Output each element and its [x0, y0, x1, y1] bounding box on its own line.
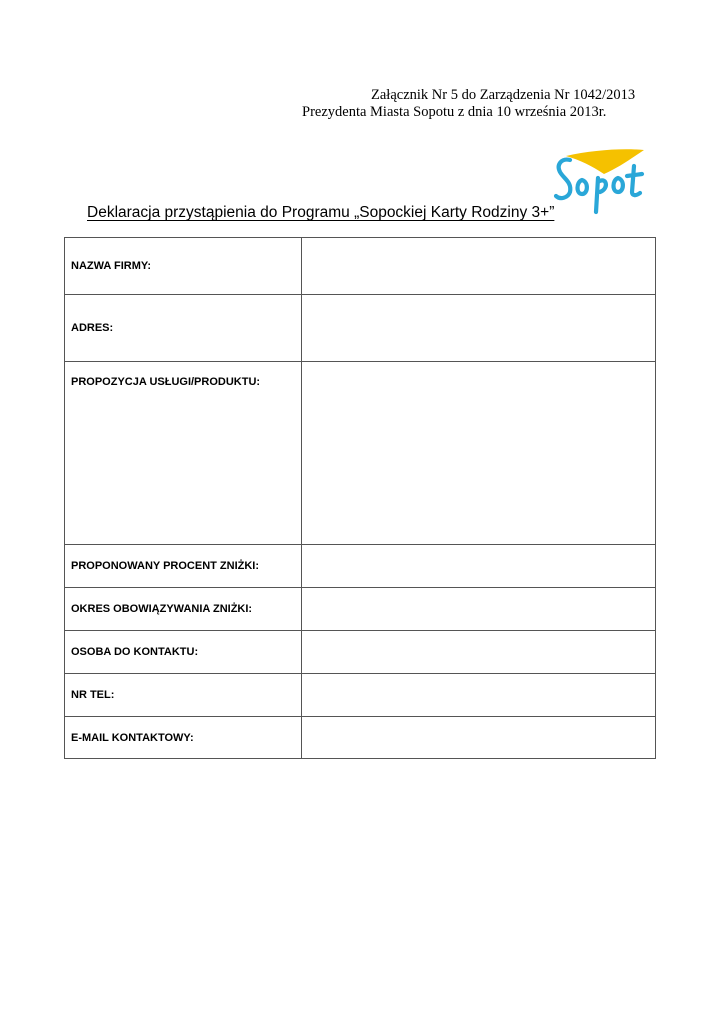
- form-row-address: [65, 295, 656, 362]
- form-row-offer: [65, 362, 656, 545]
- address-label: ADRES:: [65, 295, 302, 362]
- declaration-form-table: [64, 237, 656, 759]
- form-row-discount-percent: [65, 545, 656, 588]
- sopot-logo-letter-o2: [614, 178, 623, 192]
- form-row-company-name: [65, 238, 656, 295]
- phone-label: NR TEL:: [65, 674, 302, 717]
- header-president-line: Prezydenta Miasta Sopotu z dnia 10 września 2013r.: [302, 104, 607, 120]
- company-name-field[interactable]: [302, 238, 656, 295]
- phone-field[interactable]: [302, 674, 656, 717]
- form-row-email: [65, 717, 656, 759]
- form-row-discount-period: [65, 588, 656, 631]
- address-field[interactable]: [302, 295, 656, 362]
- discount-period-field[interactable]: [302, 588, 656, 631]
- discount-percent-field[interactable]: [302, 545, 656, 588]
- offer-label: PROPOZYCJA USŁUGI/PRODUKTU:: [65, 362, 302, 545]
- sopot-logo-letter-o: [578, 180, 587, 194]
- company-name-label: NAZWA FIRMY:: [65, 238, 302, 295]
- sopot-logo-letter-p: [596, 178, 606, 212]
- email-label: E-MAIL KONTAKTOWY:: [65, 717, 302, 759]
- header-attachment-line: Załącznik Nr 5 do Zarządzenia Nr 1042/2013: [371, 87, 636, 103]
- discount-percent-label: PROPONOWANY PROCENT ZNIŻKI:: [65, 545, 302, 588]
- contact-person-label: OSOBA DO KONTAKTU:: [65, 631, 302, 674]
- form-row-phone: [65, 674, 656, 717]
- form-row-contact-person: [65, 631, 656, 674]
- document-title: Deklaracja przystąpienia do Programu „Sopockiej Karty Rodziny 3+”: [87, 204, 555, 221]
- sopot-logo-icon: [552, 146, 648, 218]
- email-field[interactable]: [302, 717, 656, 759]
- sopot-logo-letter-t: [627, 166, 642, 195]
- discount-period-label: OKRES OBOWIĄZYWANIA ZNIŻKI:: [65, 588, 302, 631]
- offer-field[interactable]: [302, 362, 656, 545]
- sopot-logo-letter-s: [556, 160, 570, 198]
- contact-person-field[interactable]: [302, 631, 656, 674]
